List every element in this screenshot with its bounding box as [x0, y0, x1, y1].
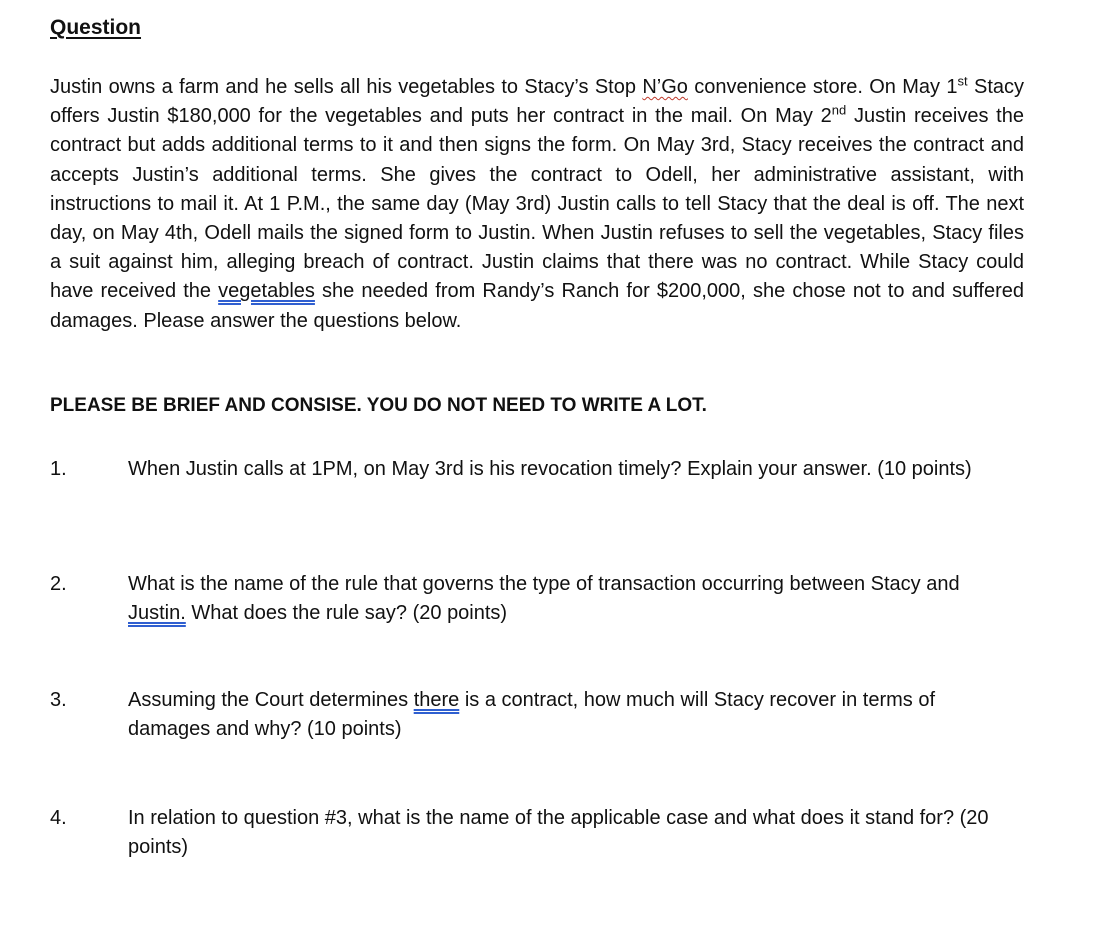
question-text — [128, 570, 1018, 628]
question-text-part: Assuming the Court determines — [128, 689, 414, 711]
question-text-part: What does the rule say? (20 points) — [185, 602, 508, 624]
instructions: PLEASE BE BRIEF AND CONSISE. YOU DO NOT NEED TO WRITE A LOT. — [50, 395, 707, 416]
paragraph-text-5: she needed from Randy’s Ranch for $200,000, she chose not to and suffered damages. Please answer the questions below. — [50, 280, 1024, 332]
ordinal-st: st — [957, 73, 968, 89]
paragraph-text-4: Justin receives the contract but adds additional terms to it and then signs the form. On May 3rd, Stacy receives the contract and accepts Justin’s additional terms. She gives the contract to Odell, her administrative assistant, with instructions to mail it. At 1 P.M., the same day (May 3rd) Justin calls to tell Stacy that the deal is off. The next day, on May 4th, Odell mails the signed form to Justin. When Justin refuses to sell the vegetables, Stacy files a suit against him, alleging breach of contract. Justin claims that there was no contract. While Stacy could have received the — [50, 105, 1024, 303]
question-number: 2. — [50, 573, 67, 595]
question-text — [128, 686, 1018, 744]
question-number: 4. — [50, 807, 67, 829]
question-text: In relation to question #3, what is the name of the applicable case and what does it stand for? (20 points) — [128, 807, 989, 858]
question-number: 1. — [50, 458, 67, 480]
question-text-part: What is the name of the rule that governs the type of transaction occurring between Stacy and — [128, 573, 960, 595]
ordinal-nd: nd — [831, 102, 847, 118]
paragraph-text-3: Stacy offers Justin $180,000 for the vegetables and puts her contract in the mail. On May 2 — [50, 76, 1024, 128]
question-number: 3. — [50, 689, 67, 711]
vegetables-grammar-word: vegetables — [218, 280, 315, 303]
paragraph-text-2: convenience store. On May 1 — [687, 76, 958, 98]
question-text: When Justin calls at 1PM, on May 3rd is his revocation timely? Explain your answer. (10 points) — [128, 458, 972, 480]
there-grammar-word: there — [413, 689, 460, 711]
paragraph-text-1: Justin owns a farm and he sells all his vegetables to Stacy’s Stop — [50, 76, 643, 98]
question-text-part: is a contract, how much will Stacy recover in terms of damages and why? (10 points) — [128, 689, 935, 740]
scenario-paragraph — [50, 73, 1024, 336]
justin-grammar-word: Justin. — [128, 602, 186, 624]
ngo-spellcheck-word: N’Go — [642, 76, 688, 98]
question-heading: Question — [50, 16, 142, 39]
